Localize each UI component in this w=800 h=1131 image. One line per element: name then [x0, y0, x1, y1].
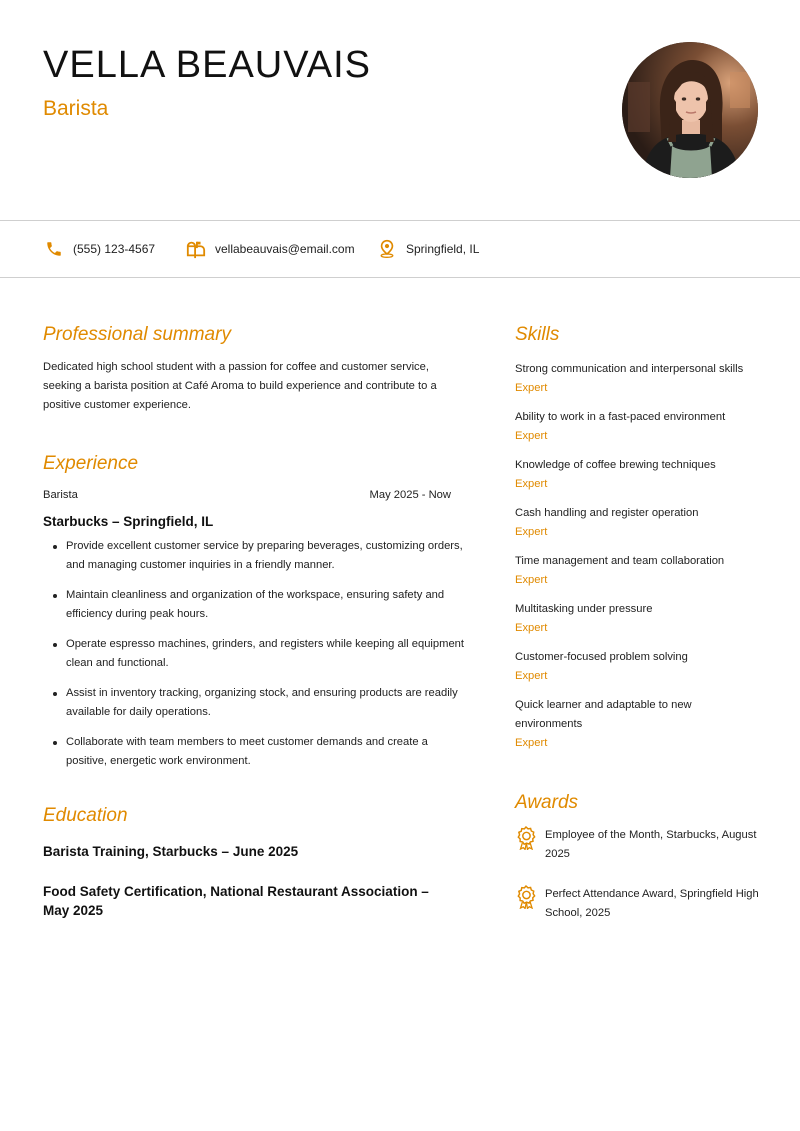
list-item: Operate espresso machines, grinders, and registers while keeping all equipment clean and functional.: [52, 635, 467, 673]
education-heading: Education: [43, 805, 128, 826]
profile-photo: [622, 42, 758, 178]
skill-level: Expert: [515, 622, 548, 634]
skill-item: [515, 600, 765, 638]
skill-item: [515, 696, 765, 753]
resume-header: [0, 0, 800, 220]
skill-level: Expert: [515, 574, 548, 586]
skill-level: Expert: [515, 737, 548, 749]
skill-name: Multitasking under pressure: [515, 603, 653, 615]
education-item: Barista Training, Starbucks – June 2025: [43, 844, 299, 859]
summary-heading: Professional summary: [43, 324, 231, 345]
skill-level: Expert: [515, 670, 548, 682]
skill-item: [515, 648, 765, 686]
skill-item: [515, 552, 765, 590]
experience-company: Starbucks – Springfield, IL: [43, 514, 214, 529]
list-item: Assist in inventory tracking, organizing stock, and ensuring products are readily available for daily operations.: [52, 684, 467, 722]
list-item: Maintain cleanliness and organization of the workspace, ensuring safety and efficiency during peak hours.: [52, 586, 467, 624]
skill-name: Strong communication and interpersonal skills: [515, 363, 744, 375]
award-badge-icon: [515, 826, 537, 850]
education-item: Food Safety Certification, National Restaurant Association – May 2025: [43, 884, 429, 918]
skill-level: Expert: [515, 526, 548, 538]
experience-heading: Experience: [43, 453, 139, 474]
awards-heading: Awards: [515, 792, 579, 813]
map-pin-icon: [376, 238, 398, 260]
location-text: Springfield, IL: [406, 242, 480, 256]
email-text[interactable]: vellabeauvais@email.com: [215, 242, 355, 256]
experience-role: Barista: [43, 489, 78, 501]
phone-text[interactable]: (555) 123-4567: [73, 242, 156, 256]
skill-name: Customer-focused problem solving: [515, 651, 688, 663]
award-text: Employee of the Month, Starbucks, August 2025: [545, 829, 757, 860]
award-badge-icon: [515, 885, 537, 909]
mailbox-icon: [185, 238, 207, 260]
skill-item: [515, 408, 765, 446]
skill-level: Expert: [515, 430, 548, 442]
contact-location: [376, 221, 479, 277]
skill-name: Time management and team collaboration: [515, 555, 725, 567]
contact-email: [185, 221, 355, 277]
award-item: [515, 885, 765, 923]
phone-icon: [43, 238, 65, 260]
contact-bar: [0, 220, 800, 278]
skill-name: Knowledge of coffee brewing techniques: [515, 459, 716, 471]
skill-level: Expert: [515, 478, 548, 490]
skill-name: Ability to work in a fast-paced environment: [515, 411, 726, 423]
skill-name: Cash handling and register operation: [515, 507, 699, 519]
contact-phone: [43, 221, 155, 277]
list-item: Provide excellent customer service by preparing beverages, customizing orders, and managing customer inquiries in a friendly manner.: [52, 537, 467, 575]
experience-role-row: [43, 489, 451, 501]
candidate-name: VELLA BEAUVAIS: [43, 44, 372, 86]
skill-item: [515, 360, 765, 398]
award-text: Perfect Attendance Award, Springfield High School, 2025: [545, 888, 759, 919]
skills-heading: Skills: [515, 324, 560, 345]
award-item: [515, 826, 765, 864]
skill-level: Expert: [515, 382, 548, 394]
experience-bullets: [52, 537, 467, 782]
skill-item: [515, 456, 765, 494]
summary-text: Dedicated high school student with a passion for coffee and customer service, seeking a barista position at Café Aroma to build experience and contribute to a positive customer experience.: [43, 361, 437, 411]
list-item: Collaborate with team members to meet customer demands and create a positive, energetic work environment.: [52, 733, 467, 771]
experience-dates: May 2025 - Now: [369, 489, 451, 501]
skill-name: Quick learner and adaptable to new environments: [515, 699, 692, 730]
skill-item: [515, 504, 765, 542]
skills-list: [515, 360, 765, 763]
candidate-title: Barista: [43, 97, 109, 120]
